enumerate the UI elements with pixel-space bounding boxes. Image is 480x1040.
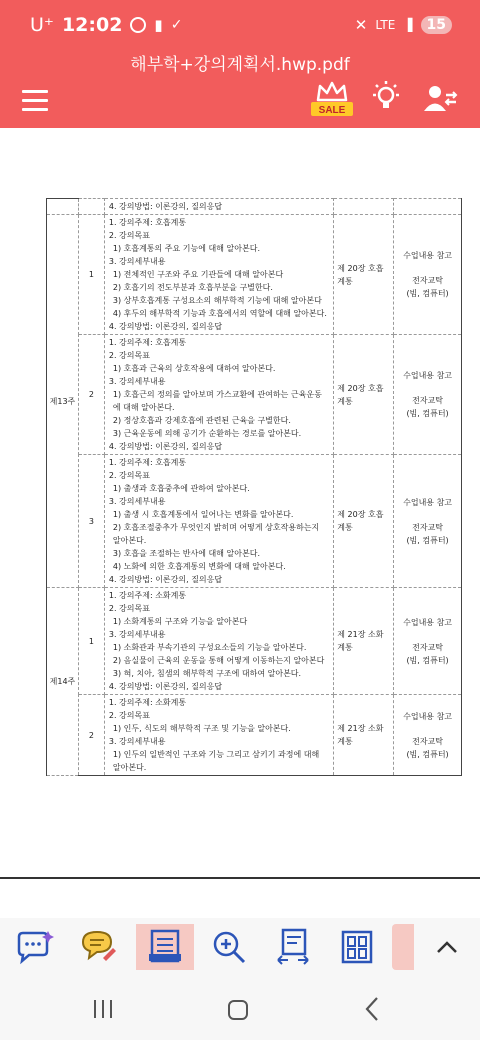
- content-line: 2. 강의목표: [108, 231, 150, 240]
- content-cell: [104, 215, 333, 335]
- back-icon[interactable]: [364, 996, 380, 1026]
- content-line: 3) 혀, 치아, 침샘의 해부학적 구조에 대하여 알아본다.: [112, 669, 302, 678]
- recent-apps-icon[interactable]: [94, 1000, 112, 1018]
- bottom-toolbar: [0, 918, 480, 976]
- content-line: 1) 인두의 일반적인 구조와 기능 그리고 삼키기 과정에 대해 알아본다.: [112, 750, 320, 772]
- content-line: 3. 강의세부내용: [108, 630, 166, 639]
- session-number: 3: [78, 455, 104, 588]
- content-line: 1. 강의주제: 호흡계통: [108, 218, 187, 227]
- session-number: 2: [78, 335, 104, 455]
- content-line: 2. 강의목표: [108, 711, 150, 720]
- app-header: [0, 0, 480, 128]
- content-line: 1. 강의주제: 소화계통: [108, 591, 187, 600]
- reference-cell: [394, 335, 462, 455]
- content-line: 2) 정상호흡과 강제호흡에 관련된 근육을 구별한다.: [112, 416, 291, 425]
- content-line: 4) 후두의 해부학적 기능과 호흡에서의 역할에 대해 알아본다.: [112, 309, 327, 318]
- alert-icon: ▮: [154, 16, 163, 34]
- session-number: 1: [78, 215, 104, 335]
- content-line: 2) 음실물이 근육의 운동을 통해 어떻게 이동하는지 알아본다: [112, 656, 325, 665]
- reference-line: 전자교탁: [412, 736, 444, 746]
- content-line: 1) 소화계통의 구조와 기능을 알아본다: [112, 617, 248, 626]
- content-line: 1. 강의주제: 호흡계통: [108, 338, 187, 347]
- page-divider: [0, 877, 480, 879]
- chapter-cell: 제 20장 호흡계통: [334, 215, 394, 335]
- content-line: 1) 출생과 호흡중추에 관하여 알아본다.: [112, 484, 250, 493]
- table-row: [47, 335, 462, 455]
- reference-line: 전자교탁: [412, 522, 444, 532]
- table-row: [47, 588, 462, 695]
- reference-line: 수업내용 참고: [403, 251, 453, 260]
- content-line: 2. 강의목표: [108, 351, 150, 360]
- chapter-cell: 제 21장 소화계통: [334, 588, 394, 695]
- system-nav-bar: [0, 976, 480, 1040]
- status-app-icon: [130, 17, 146, 33]
- content-line: 1) 인두, 식도의 해부학적 구조 및 기능을 알아본다.: [112, 724, 291, 733]
- reference-cell: [394, 695, 462, 776]
- sale-label: SALE: [318, 105, 346, 116]
- content-line: 3. 강의세부내용: [108, 257, 166, 266]
- reference-cell: [394, 199, 462, 215]
- reference-cell: [394, 455, 462, 588]
- reference-line: (빔, 컴퓨터): [406, 535, 449, 545]
- download-done-icon: ✓: [170, 17, 183, 33]
- reading-mode-icon[interactable]: [136, 924, 194, 970]
- status-bar: [0, 0, 480, 52]
- reference-cell: [394, 215, 462, 335]
- network-label: LTE: [375, 18, 396, 32]
- thumbnails-icon[interactable]: [334, 924, 380, 970]
- battery-indicator: 15: [421, 16, 452, 34]
- content-cell: [104, 695, 333, 776]
- lecture-plan-table: [46, 198, 462, 776]
- table-row: [47, 215, 462, 335]
- session-number: 1: [78, 588, 104, 695]
- week-label: 제14주: [47, 588, 79, 776]
- week-cell: [47, 199, 79, 215]
- search-icon[interactable]: [206, 924, 252, 970]
- chapter-cell: 제 20장 호흡계통: [334, 335, 394, 455]
- content-line: 2) 호흡조절중추가 무엇인지 밝히며 어떻게 상호작용하는지 알아본다.: [112, 523, 320, 545]
- week-label: 제13주: [47, 215, 79, 588]
- signal-icon: ▐: [403, 18, 413, 32]
- content-cell: [104, 335, 333, 455]
- table-row: [47, 455, 462, 588]
- content-line: 3) 호흡을 조절하는 반사에 대해 알아본다.: [112, 549, 260, 558]
- content-line: 1) 호흡과 근육의 상호작용에 대하여 알아본다.: [112, 364, 276, 373]
- content-line: 1. 강의주제: 소화계통: [108, 698, 187, 707]
- page-navigation-icon[interactable]: [270, 924, 316, 970]
- reference-line: 전자교탁: [412, 276, 444, 285]
- content-line: 3. 강의세부내용: [108, 497, 166, 506]
- content-line: 3. 강의세부내용: [108, 377, 166, 386]
- content-line: 3) 상부호흡계통 구성요소의 해부학적 기능에 대해 알아본다: [112, 296, 322, 305]
- lightbulb-icon[interactable]: [370, 80, 402, 114]
- premium-crown-icon[interactable]: [310, 78, 354, 120]
- content-line: 1) 호흡계통의 주요 기능에 대해 알아본다.: [112, 244, 260, 253]
- menu-icon[interactable]: [22, 90, 48, 110]
- reference-line: 전자교탁: [412, 396, 444, 405]
- content-line: 2. 강의목표: [108, 471, 150, 480]
- reference-cell: [394, 588, 462, 695]
- content-line: 3) 근육운동에 의해 공기가 순환하는 경로를 알아본다.: [112, 429, 302, 438]
- reference-line: 수업내용 참고: [403, 617, 453, 627]
- table-row: [47, 199, 462, 215]
- reference-line: 수업내용 참고: [403, 711, 453, 721]
- content-line: 4. 강의방법: 이론강의, 질의응답: [108, 442, 223, 451]
- reference-line: (빔, 컴퓨터): [406, 289, 449, 298]
- content-line: 1) 전체적인 구조와 주요 기관들에 대해 알아본다: [112, 270, 284, 279]
- clock: 12:02: [61, 14, 123, 36]
- content-line: 4. 강의방법: 이론강의, 질의응답: [108, 682, 223, 691]
- reference-line: (빔, 컴퓨터): [406, 409, 449, 418]
- comment-icon[interactable]: [74, 924, 120, 970]
- content-line: 4. 강의방법: 이론강의, 질의응답: [108, 322, 223, 331]
- content-line: 4. 강의방법: 이론강의, 질의응답: [108, 202, 223, 211]
- chapter-cell: [334, 199, 394, 215]
- content-cell: [104, 588, 333, 695]
- content-line: 2. 강의목표: [108, 604, 150, 613]
- user-switch-icon[interactable]: [424, 84, 458, 112]
- ai-chat-icon[interactable]: [12, 924, 58, 970]
- content-line: 1. 강의주제: 호흡계통: [108, 458, 187, 467]
- chevron-up-icon[interactable]: [424, 924, 470, 970]
- content-line: 3. 강의세부내용: [108, 737, 166, 746]
- chapter-cell: 제 20장 호흡계통: [334, 455, 394, 588]
- more-tools-partial[interactable]: [392, 924, 414, 970]
- reference-line: (빔, 컴퓨터): [406, 655, 449, 665]
- reference-line: (빔, 컴퓨터): [406, 749, 449, 759]
- content-line: 2) 호흡기의 전도부분과 호흡부분을 구별한다.: [112, 283, 273, 292]
- content-line: 1) 소화관과 부속기관의 구성요소들의 기능을 알아본다.: [112, 643, 307, 652]
- mute-icon: ✕: [354, 16, 368, 34]
- session-cell: [78, 199, 104, 215]
- chapter-cell: 제 21장 소화계통: [334, 695, 394, 776]
- content-line: 1) 출생 시 호흡계통에서 일어나는 변화를 알아본다.: [112, 510, 294, 519]
- home-icon[interactable]: [228, 1000, 248, 1020]
- content-line: 4. 강의방법: 이론강의, 질의응답: [108, 575, 223, 584]
- document-title: 해부학+강의계획서.hwp.pdf: [130, 55, 350, 75]
- content-line: 4) 노화에 의한 호흡계통의 변화에 대해 알아본다.: [112, 562, 286, 571]
- session-number: 2: [78, 695, 104, 776]
- content-cell: [104, 199, 333, 215]
- carrier-label: U⁺: [30, 14, 54, 36]
- reference-line: 수업내용 참고: [403, 371, 453, 380]
- content-cell: [104, 455, 333, 588]
- reference-line: 전자교탁: [412, 642, 444, 652]
- content-line: 1) 호흡근의 정의를 알아보며 가스교환에 관여하는 근육운동에 대해 알아본다.: [112, 390, 322, 412]
- table-row: [47, 695, 462, 776]
- reference-line: 수업내용 참고: [403, 497, 453, 507]
